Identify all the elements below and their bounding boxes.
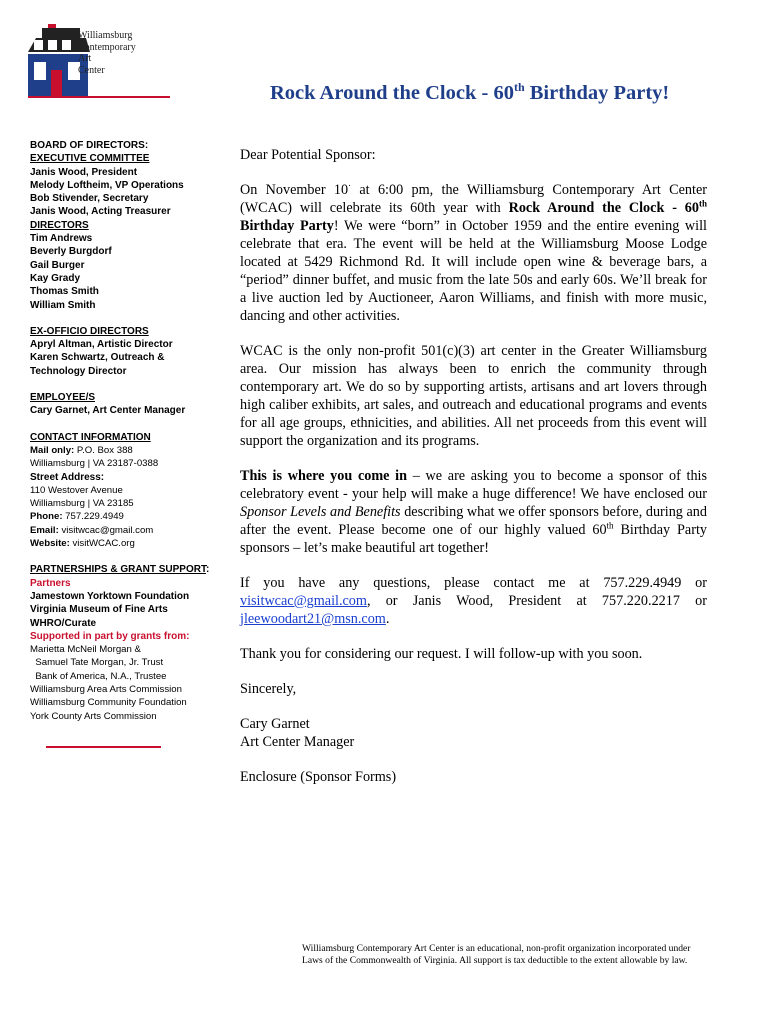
- mail-city: Williamsburg | VA 23187-0388: [30, 458, 159, 470]
- title-sup: th: [513, 80, 525, 94]
- director: Beverly Burgdorf: [30, 246, 112, 258]
- salutation: Dear Potential Sponsor:: [240, 147, 376, 163]
- p1-sup-1: ·: [348, 180, 352, 191]
- p1-sup-2: th: [698, 198, 707, 209]
- street-label: Street Address:: [30, 471, 105, 483]
- exec-member: Janis Wood, President: [30, 166, 138, 178]
- paragraph-5: Thank you for considering our request. I will follow-up with you soon.: [240, 646, 643, 662]
- website-label: Website:: [30, 538, 70, 550]
- exofficio-member: Apryl Altman, Artistic Director: [30, 339, 173, 351]
- phone-label: Phone:: [30, 511, 63, 523]
- grantor: Williamsburg Community Foundation: [30, 697, 187, 709]
- employee-heading: EMPLOYEE/S: [30, 392, 96, 404]
- p3-sup: th: [606, 520, 614, 531]
- grantor: Marietta McNeil Morgan &: [30, 644, 141, 656]
- phone-line: [30, 510, 230, 523]
- mail-line: [30, 444, 230, 457]
- partnerships-colon: :: [205, 564, 210, 576]
- paragraph-1: [240, 181, 707, 325]
- footer-note: [302, 943, 722, 967]
- partnerships-heading: PARTNERSHIPS & GRANT SUPPORT: [30, 564, 206, 576]
- email-line: [30, 524, 230, 537]
- email-value: visitwcac@gmail.com: [58, 524, 154, 536]
- letter-body: [240, 146, 707, 803]
- sidebar: [30, 139, 230, 723]
- logo-line-4: Center: [78, 64, 105, 76]
- director: Tim Andrews: [30, 233, 93, 245]
- paragraph-3: [240, 467, 707, 557]
- p4-text-c: .: [385, 611, 390, 627]
- title-main: Rock Around the Clock - 60: [270, 81, 514, 104]
- exec-member: Bob Stivender, Secretary: [30, 193, 149, 205]
- signature-name: Cary Garnet: [240, 716, 310, 732]
- closing: Sincerely,: [240, 681, 297, 697]
- partners-label: Partners: [30, 577, 71, 589]
- p3-italic: Sponsor Levels and Benefits: [240, 504, 401, 520]
- exec-heading: EXECUTIVE COMMITTEE: [30, 153, 150, 165]
- partnerships-heading-line: [30, 563, 230, 576]
- mail-value: P.O. Box 388: [74, 444, 133, 456]
- title-end: Birthday Party!: [524, 81, 670, 104]
- grantor: Samuel Tate Morgan, Jr. Trust: [30, 657, 164, 669]
- exec-member: Janis Wood, Acting Treasurer: [30, 206, 171, 218]
- partner: Virginia Museum of Fine Arts: [30, 604, 168, 616]
- phone-value: 757.229.4949: [62, 511, 124, 523]
- p3-text-a: – we are asking you to become a sponsor of this celebratory event - your help will make a huge difference! We have enclosed our: [240, 468, 707, 502]
- board-heading: BOARD OF DIRECTORS:: [30, 140, 149, 151]
- mail-label: Mail only:: [30, 444, 75, 456]
- page-title: [270, 80, 669, 105]
- website-line: [30, 537, 230, 550]
- logo-line-2: Contemporary: [78, 41, 136, 53]
- footer-line-1: Williamsburg Contemporary Art Center is an educational, non-profit organization incorporated under: [302, 943, 691, 954]
- paragraph-4: [240, 574, 707, 628]
- director: Gail Burger: [30, 259, 85, 271]
- logo-wordmark: [78, 30, 136, 76]
- director: Thomas Smith: [30, 286, 99, 298]
- grantor: York County Arts Commission: [30, 710, 157, 722]
- exofficio-member: Technology Director: [30, 365, 127, 377]
- paragraph-2: WCAC is the only non-profit 501(c)(3) art center in the Greater Williamsburg area. Our mission has always been to enrich the community through contemporary art. We do so by supporting artists, artisans and art lovers through high caliber exhibits, art sales, and outreach and educational programs and events for all age groups, ethnicities, and abilities. All net proceeds from this event will support the organization and its programs.: [240, 343, 707, 449]
- p1-event-name-2: Birthday Party: [240, 218, 334, 234]
- director: Kay Grady: [30, 272, 81, 284]
- exofficio-member: Karen Schwartz, Outreach &: [30, 352, 165, 364]
- p1-text-b: at 6:00 pm, the Williamsburg Contemporary Art Center (WCAC) will celebrate its 60th year with: [240, 182, 707, 216]
- exofficio-heading: EX-OFFICIO DIRECTORS: [30, 325, 149, 337]
- contact-heading: CONTACT INFORMATION: [30, 431, 151, 443]
- p3-lead: This is where you come in: [240, 468, 408, 484]
- p4-text-b: , or Janis Wood, President at 757.220.2217 or: [366, 593, 707, 609]
- signature-title: Art Center Manager: [240, 734, 355, 750]
- email-link-jleewoodart[interactable]: jleewoodart21@msn.com: [240, 611, 386, 627]
- directors-heading: DIRECTORS: [30, 219, 89, 231]
- logo-line-1: Williamsburg: [78, 30, 133, 41]
- footer-line-2: Laws of the Commonwealth of Virginia. All support is tax deductible to the extent allowable by law.: [302, 955, 688, 966]
- p4-text-a: If you have any questions, please contact me at 757.229.4949 or: [240, 575, 707, 591]
- email-label: Email:: [30, 524, 59, 536]
- employee-member: Cary Garnet, Art Center Manager: [30, 405, 186, 417]
- street-line: 110 Westover Avenue: [30, 484, 123, 496]
- partner: WHRO/Curate: [30, 617, 97, 629]
- logo-line-3: Art: [78, 53, 92, 64]
- grantor: Bank of America, N.A., Trustee: [30, 670, 167, 682]
- street-city: Williamsburg | VA 23185: [30, 498, 134, 510]
- partner: Jamestown Yorktown Foundation: [30, 590, 190, 602]
- p3-text-b: describing what we offer sponsors before, during and after the event. Please become one of our highly valued 60: [240, 504, 707, 538]
- director: William Smith: [30, 299, 96, 311]
- p1-text-a: On November 10: [240, 182, 349, 198]
- sidebar-divider: [46, 746, 161, 748]
- enclosure-note: Enclosure (Sponsor Forms): [240, 769, 397, 785]
- p3-text-c: Birthday Party sponsors – let’s make beautiful art together!: [240, 522, 707, 556]
- grants-label: Supported in part by grants from:: [30, 630, 190, 642]
- website-value: visitWCAC.org: [69, 538, 135, 550]
- p1-text-c: ! We were “born” in October 1959 and the entire evening will celebrate that era. The event will be held at the Williamsburg Moose Lodge located at 5429 Richmond Rd. It will include open wine & beverage bars, a “period” dinner buffet, and music from the late 50s and early 60s. We’ll break for a live auction led by Auctioneer, Aaron Williams, and finish with more music, dancing and other activities.: [240, 218, 707, 324]
- exec-member: Melody Loftheim, VP Operations: [30, 179, 184, 191]
- p1-event-name: Rock Around the Clock - 60: [508, 200, 699, 216]
- email-link-visitwcac[interactable]: visitwcac@gmail.com: [240, 593, 367, 609]
- grantor: Williamsburg Area Arts Commission: [30, 683, 182, 695]
